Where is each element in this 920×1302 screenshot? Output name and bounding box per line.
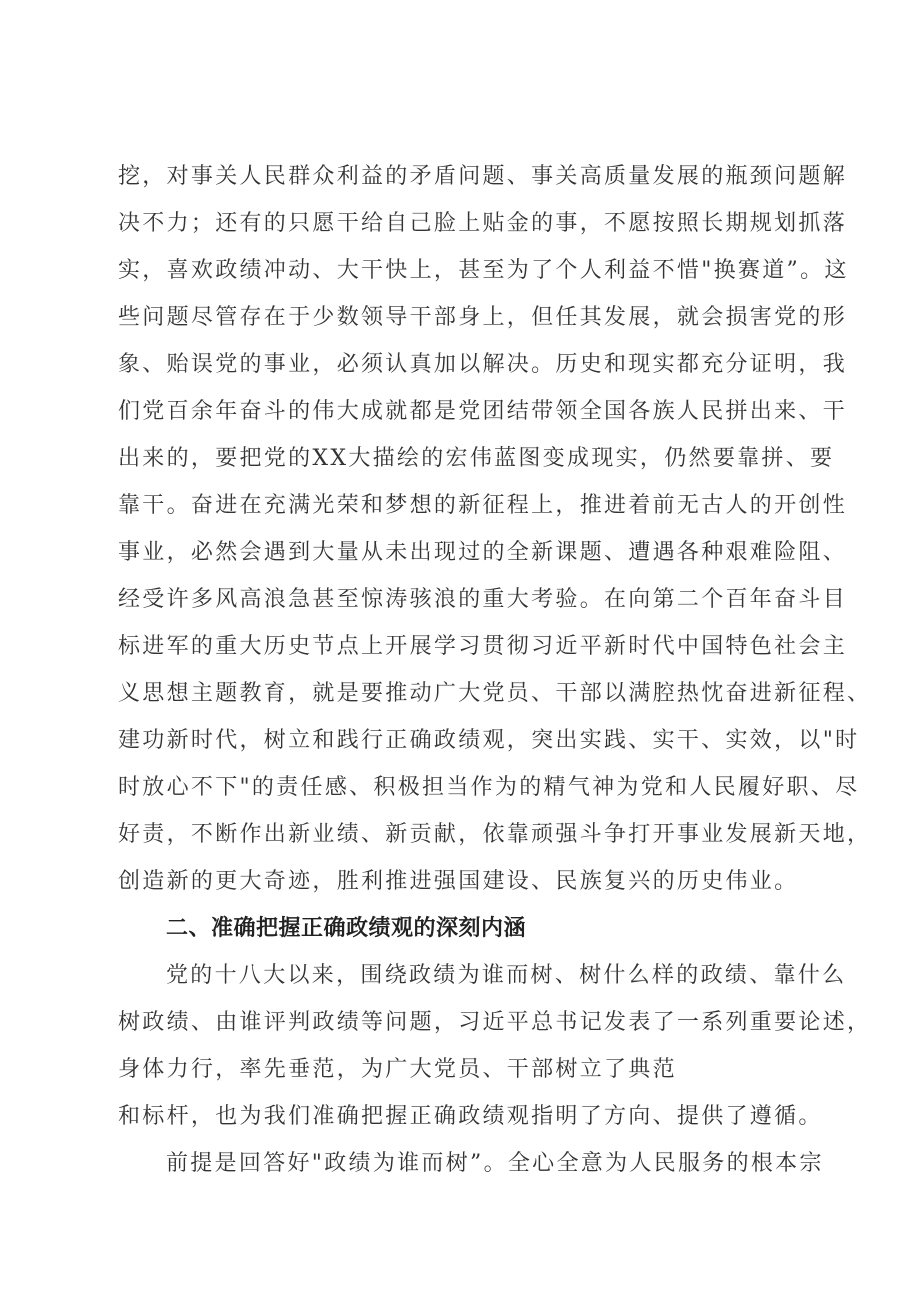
section-heading: 二、准确把握正确政绩观的深刻内涵 [166,916,527,941]
body-line-10: 经受许多风高浪急甚至惊涛骇浪的重大考验。在向第二个百年奋斗目 [118,587,848,612]
body-line-14: 时放心不下"的责任感、积极担当作为的精气神为党和人民履好职、尽 [118,775,860,800]
body-line-3: 实，喜欢政绩冲动、大干快上，甚至为了个人利益不惜"换赛道”。这 [118,258,849,283]
body-line-12: 义思想主题教育，就是要推动广大党员、干部以满腔热忱奋进新征程、 [118,681,872,706]
body-line-13: 建功新时代，树立和践行正确政绩观，突出实践、实干、实效，以"时 [118,728,860,753]
para3-line-1: 前提是回答好"政绩为谁而树”。全心全意为人民服务的根本宗 [166,1151,824,1176]
body-line-9: 事业，必然会遇到大量从未出现过的全新课题、遭遇各种艰难险阻、 [118,540,848,565]
body-line-2: 决不力；还有的只愿干给自己脸上贴金的事，不愿按照长期规划抓落 [118,211,848,236]
body-line-4: 些问题尽管存在于少数领导干部身上，但任其发展，就会损害党的形 [118,305,848,330]
para2-line-2: 树政绩、由谁评判政绩等问题，习近平总书记发表了一系列重要论述， [118,1010,872,1035]
body-line-1: 挖，对事关人民群众利益的矛盾问题、事关高质量发展的瓶颈问题解 [118,164,848,189]
para2-line-3: 身体力行，率先垂范，为广大党员、干部树立了典范 [118,1057,677,1082]
body-line-15: 好责，不断作出新业绩、新贡献，依靠顽强斗争打开事业发展新天地， [118,822,872,847]
body-line-11: 标进军的重大历史节点上开展学习贯彻习近平新时代中国特色社会主 [118,634,848,659]
body-line-16: 创造新的更大奇迹，胜利推进强国建设、民族复兴的历史伟业。 [118,869,799,894]
para2-line-4: 和标杆，也为我们准确把握正确政绩观指明了方向、提供了遵循。 [118,1104,823,1129]
body-line-8: 靠干。奋进在充满光荣和梦想的新征程上，推进着前无古人的开创性 [118,493,848,518]
body-line-7: 出来的，要把党的XX大描绘的宏伟蓝图变成现实，仍然要靠拼、要 [118,446,835,471]
body-line-6: 们党百余年奋斗的伟大成就都是党团结带领全国各族人民拼出来、干 [118,399,848,424]
para2-line-1: 党的十八大以来，围绕政绩为谁而树、树什么样的政绩、靠什么 [166,963,847,988]
body-line-5: 象、贻误党的事业，必须认真加以解决。历史和现实都充分证明，我 [118,352,848,377]
